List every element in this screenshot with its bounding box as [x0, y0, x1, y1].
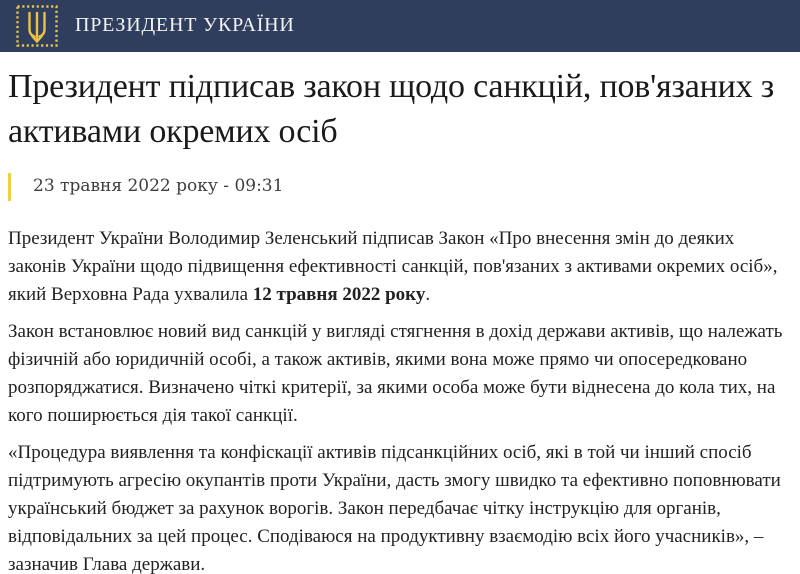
paragraph-1 [8, 225, 788, 309]
paragraph-3-text: «Процедура виявлення та конфіскації активів підсанкційних осіб, які в той чи інший спосіб підтримують агресію окупантів проти України, дасть змогу швидко та ефективно поповнювати український бюджет за рахунок ворогів. Закон передбачає чітку інструкцію для органів, відповідальних за цей процес. Сподіваюся на продуктивну взаємодію всіх його учасників», – зазначив Глава держави. [8, 442, 781, 574]
paragraph-2 [8, 318, 788, 430]
site-brand-link[interactable] [16, 5, 295, 47]
paragraph-1-bold-date: 12 травня 2022 року [252, 284, 426, 305]
article-headline: Президент підписав закон щодо санкцій, пов'язаних з активами окремих осіб [8, 68, 774, 150]
accent-bar [8, 173, 11, 201]
publish-date: 23 травня 2022 року - 09:31 [33, 176, 284, 196]
paragraph-2-text: Закон встановлює новий вид санкцій у вигляді стягнення в дохід держави активів, що належать фізичній або юридичній особі, а також активів, якими вона може прямо чи опосередковано розпоряджатися. Визначено чіткі критерії, за якими особа може бути віднесена до кола тих, на кого поширюється дія такої санкції. [8, 321, 783, 426]
paragraph-1-text-end: . [425, 284, 431, 305]
paragraph-3 [8, 439, 788, 574]
site-title: ПРЕЗИДЕНТ УКРАЇНИ [75, 13, 295, 36]
article-body [0, 52, 800, 574]
publish-date-row [8, 172, 788, 201]
site-header [0, 0, 800, 52]
paragraph-1-text: Президент України Володимир Зеленський підписав Закон «Про внесення змін до деяких законів України щодо підвищення ефективності санкцій, пов'язаних з активами окремих осіб», який Верховна Рада ухвалила [8, 228, 778, 305]
tryzub-emblem-icon [16, 5, 58, 47]
